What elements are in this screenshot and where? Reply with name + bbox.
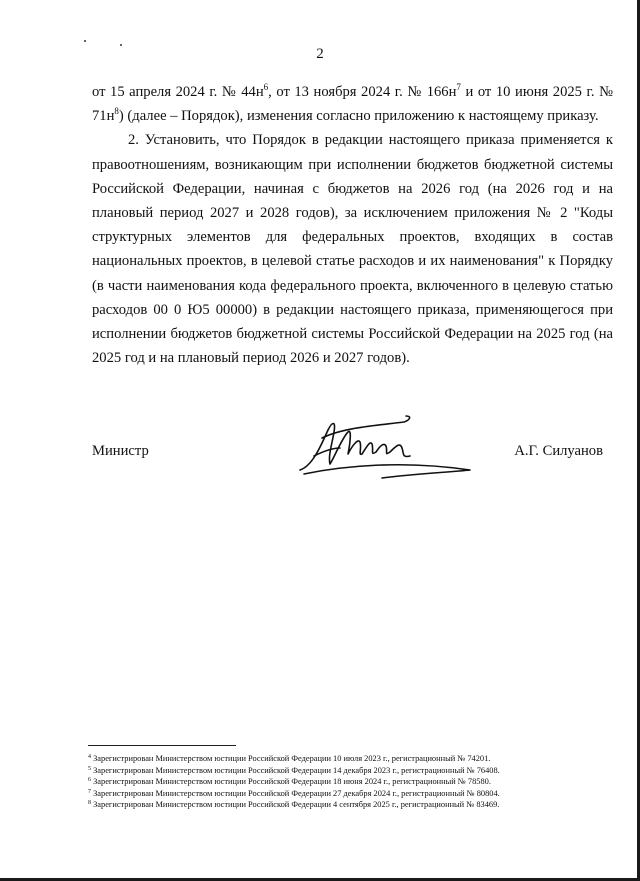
paragraph-2: 2. Установить, что Порядок в редакции настоящего приказа применяется к правоотношениям, возникающим при исполнении бюджетов бюджетной системы Российской Федерации, начиная с бюджетов на 2026 год (на 2026 год и на плановый период 2027 и 2028 годов), за исключением приложения № 2 "Коды структурных элементов для федеральных проектов, входящих в состав национальных проектов, в целевой статье расходов и их наименования" к Порядку (в части наименования кода федерального проекта, включенного в целевую статью расходов 00 0 Ю5 00000) в редакции настоящего приказа, применяющегося при исполнении бюджетов бюджетной системы Российской Федерации на 2025 год (на 2025 год и на плановый период 2026 и 2027 годов). xyxy=(92,132,613,367)
footnote xyxy=(88,776,618,788)
handwritten-signature-icon xyxy=(292,408,482,488)
signature-block xyxy=(92,430,613,490)
footnote xyxy=(88,753,618,765)
text-segment: от 15 апреля 2024 г. № 44н xyxy=(92,84,264,100)
footnote-mark: 7 xyxy=(88,788,91,795)
footnote-ref: 8 xyxy=(114,106,119,117)
scan-speck xyxy=(84,40,86,42)
footnote-ref: 6 xyxy=(263,82,269,92)
footnote-text: Зарегистрирован Министерством юстиции Российской Федерации 10 июля 2023 г., регистрационный № 74201. xyxy=(93,754,491,763)
footnote xyxy=(88,799,618,811)
footnote-mark: 5 xyxy=(88,765,91,772)
text-segment: , от 13 ноября 2024 г. № 166н xyxy=(268,84,457,100)
footnote-text: Зарегистрирован Министерством юстиции Российской Федерации 4 сентября 2025 г., регистрационный № 83469. xyxy=(93,800,500,810)
paragraph-continuation xyxy=(92,80,613,128)
text-segment: и от 10 июня 2025 г. № 71н xyxy=(92,84,613,125)
footnote-text: Зарегистрирован Министерством юстиции Российской Федерации 18 июня 2024 г., регистрационный № 78580. xyxy=(93,777,491,787)
footnote-text: Зарегистрирован Министерством юстиции Российской Федерации 14 декабря 2023 г., регистрационный № 76408. xyxy=(93,765,500,775)
footnote-ref: 7 xyxy=(456,82,461,92)
minister-label: Министр xyxy=(92,443,149,459)
footnote xyxy=(88,765,618,777)
footnote-divider xyxy=(88,745,236,746)
footnote-text: Зарегистрирован Министерством юстиции Российской Федерации 27 декабря 2024 г., регистрационный № 80804. xyxy=(93,788,500,798)
footnote xyxy=(88,788,618,800)
footnote-mark: 4 xyxy=(88,754,91,760)
footnote-mark: 8 xyxy=(88,800,91,807)
page-number: 2 xyxy=(316,46,324,62)
signer-name: А.Г. Силуанов xyxy=(514,443,603,459)
footnote-mark: 6 xyxy=(88,777,91,784)
footnotes xyxy=(88,753,618,811)
document-body xyxy=(92,80,613,370)
text-segment: ) (далее – Порядок), изменения согласно приложению к настоящему приказу. xyxy=(118,108,599,125)
